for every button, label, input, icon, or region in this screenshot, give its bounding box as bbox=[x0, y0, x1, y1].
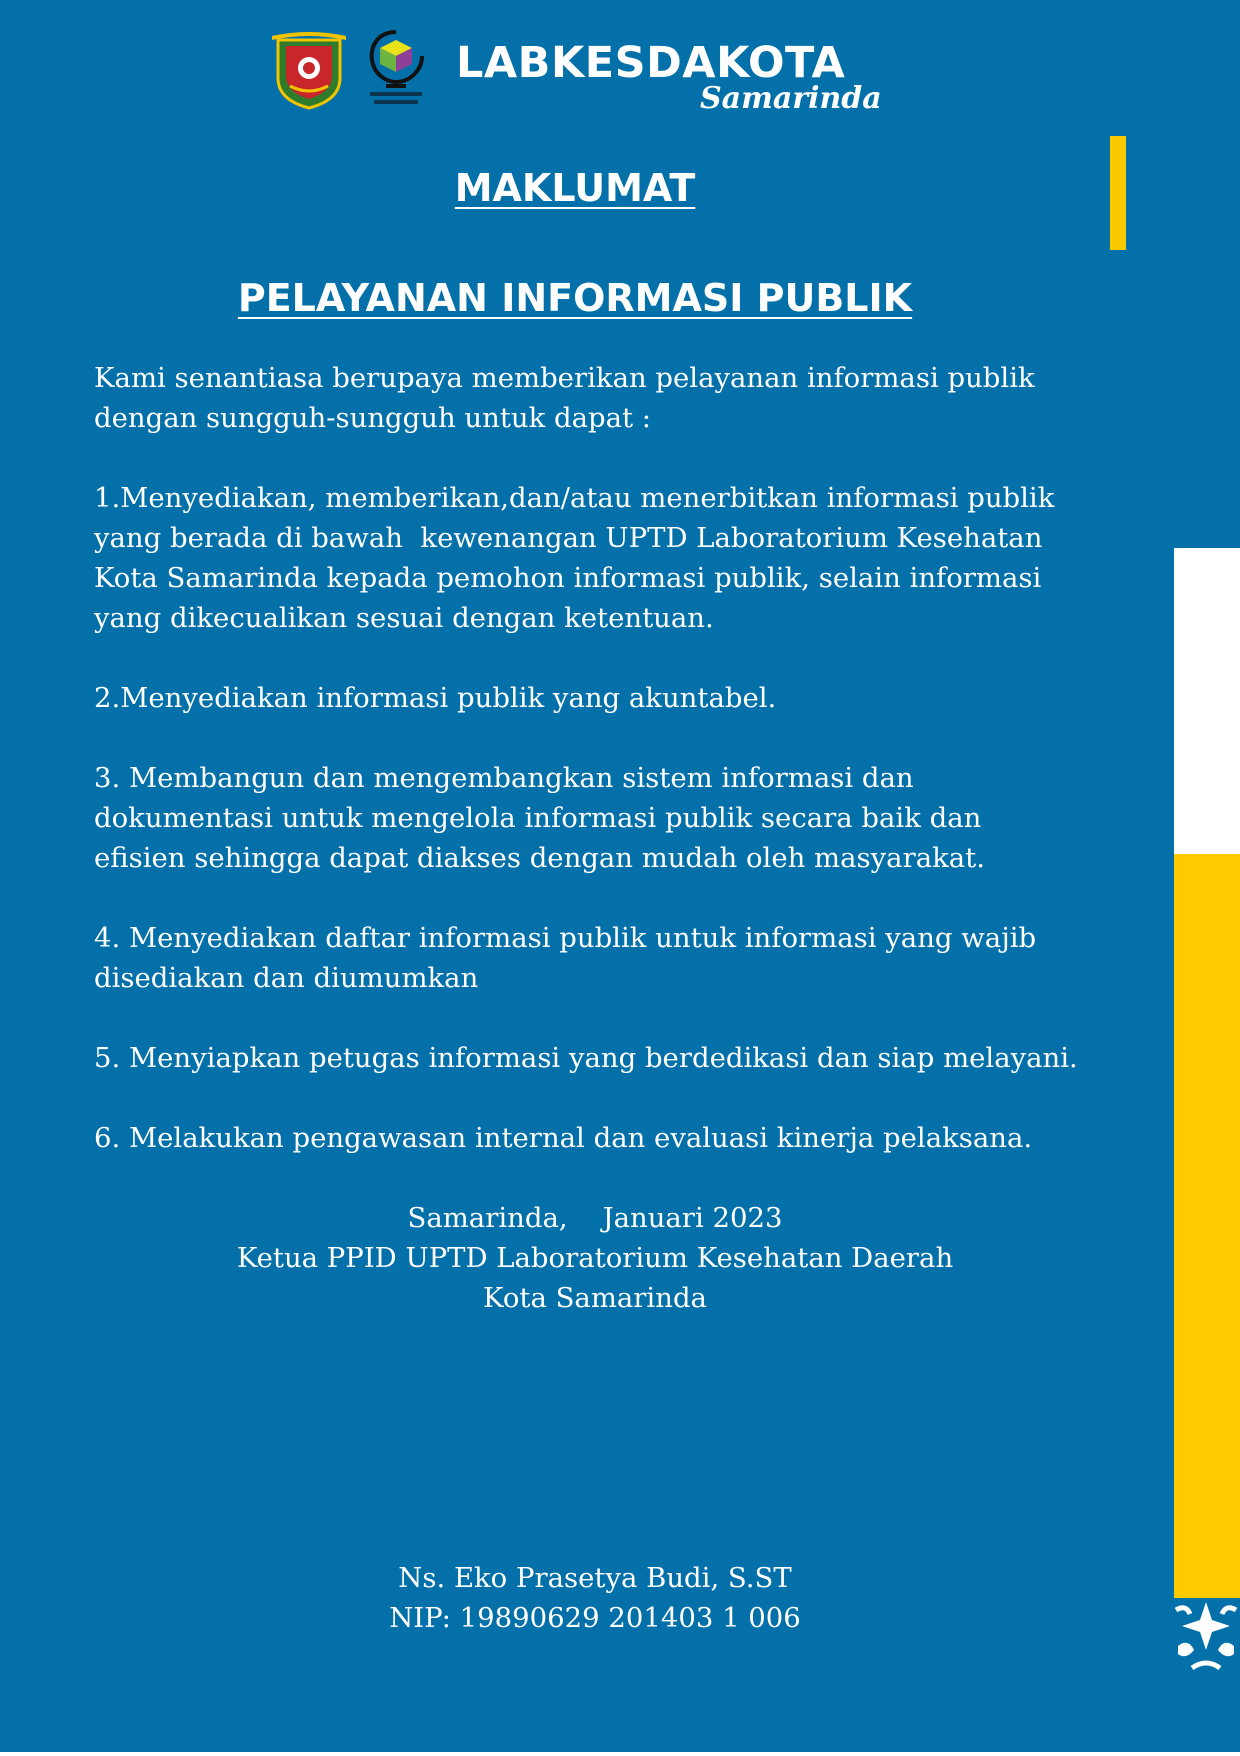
yellow-side-bar bbox=[1174, 854, 1240, 1598]
list-item-6 bbox=[94, 1118, 1094, 1158]
list-item-1 bbox=[94, 478, 1094, 638]
signatory-position: Ketua PPID UPTD Laboratorium Kesehatan Daerah bbox=[236, 1242, 954, 1274]
item-line: 5. Menyiapkan petugas informasi yang berdedikasi dan siap melayani. bbox=[94, 1042, 1078, 1074]
white-side-bar bbox=[1174, 548, 1240, 854]
signatory-nip: NIP: 19890629 201403 1 006 bbox=[389, 1602, 801, 1634]
item-line: efisien sehingga dapat diakses dengan mudah oleh masyarakat. bbox=[94, 842, 985, 874]
intro-line: Kami senantiasa berupaya memberikan pelayanan informasi publik bbox=[94, 362, 1035, 394]
signatory-name: Ns. Eko Prasetya Budi, S.ST bbox=[398, 1562, 792, 1594]
document-title: MAKLUMAT bbox=[454, 166, 696, 210]
item-line: 2.Menyediakan informasi publik yang akuntabel. bbox=[94, 682, 777, 714]
ornament-icon bbox=[1172, 1598, 1240, 1672]
intro-paragraph bbox=[94, 358, 1094, 438]
list-item-4 bbox=[94, 918, 1094, 998]
item-line: 3. Membangun dan mengembangkan sistem informasi dan bbox=[94, 762, 914, 794]
item-line: 1.Menyediakan, memberikan,dan/atau menerbitkan informasi publik bbox=[94, 482, 1055, 514]
item-line: disediakan dan diumumkan bbox=[94, 962, 479, 994]
uptd-labkesda-logo bbox=[366, 26, 426, 110]
brand-city: Samarinda bbox=[700, 81, 882, 116]
brand-name: LABKESDAKOTA bbox=[456, 38, 846, 88]
document-subtitle: PELAYANAN INFORMASI PUBLIK bbox=[237, 276, 913, 320]
place-date: Samarinda, Januari 2023 bbox=[407, 1202, 783, 1234]
kota-samarinda-emblem-logo bbox=[268, 26, 350, 110]
item-line: yang berada di bawah kewenangan UPTD Laboratorium Kesehatan bbox=[94, 522, 1043, 554]
list-item-2 bbox=[94, 678, 1094, 718]
list-item-3 bbox=[94, 758, 1094, 878]
signature-block bbox=[95, 1198, 1095, 1318]
bottom-border bbox=[0, 1752, 1240, 1756]
item-line: dokumentasi untuk mengelola informasi publik secara baik dan bbox=[94, 802, 982, 834]
intro-line: dengan sungguh-sungguh untuk dapat : bbox=[94, 402, 652, 434]
item-line: 4. Menyediakan daftar informasi publik untuk informasi yang wajib bbox=[94, 922, 1037, 954]
signatory-identity bbox=[95, 1558, 1095, 1638]
item-line: yang dikecualikan sesuai dengan ketentuan. bbox=[94, 602, 714, 634]
signatory-office: Kota Samarinda bbox=[483, 1282, 707, 1314]
list-item-5 bbox=[94, 1038, 1094, 1078]
item-line: Kota Samarinda kepada pemohon informasi publik, selain informasi bbox=[94, 562, 1042, 594]
item-line: 6. Melakukan pengawasan internal dan evaluasi kinerja pelaksana. bbox=[94, 1122, 1033, 1154]
